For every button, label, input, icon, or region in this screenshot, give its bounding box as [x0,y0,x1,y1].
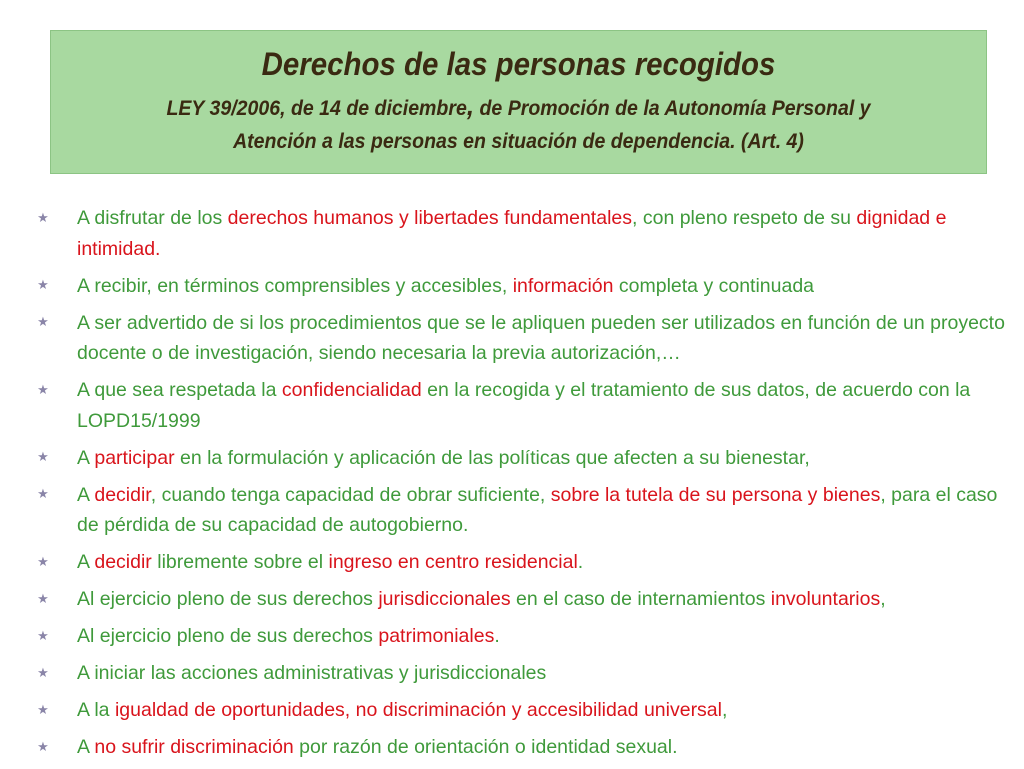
list-item [36,271,1011,302]
list-item [36,308,1011,369]
star-icon: ★ [37,590,49,606]
highlight-text: decidir [94,483,151,506]
highlight-text: no sufrir discriminación [94,736,294,758]
rights-list [36,203,1011,769]
highlight-text: jurisdiccionales [378,588,511,610]
law-reference-line2: Atención a las personas en situación de dependencia. (Art. 4) [233,130,804,153]
law-reference [84,89,954,158]
star-icon: ★ [37,449,49,465]
highlight-text: decidir [94,551,152,573]
list-item [36,480,1011,541]
list-item-text [77,447,810,469]
list-item [36,695,1011,726]
law-reference-part-a: LEY 39/2006, de 14 de diciembre [166,97,467,120]
body-text: , para el caso de pérdida de su capacidad de autogobierno. [77,483,998,536]
list-item-text [77,625,500,647]
law-reference-part-b: de Promoción de la Autonomía Personal y [474,97,871,120]
body-text: A recibir, en términos comprensibles y accesibles, [77,274,513,297]
highlight-text: información [512,274,614,297]
star-icon: ★ [37,664,49,680]
star-icon: ★ [37,381,49,397]
list-item-text [77,207,946,260]
body-text: , [722,699,728,721]
body-text: . [494,625,500,647]
star-icon: ★ [37,627,49,643]
body-text: por razón de orientación o identidad sexual. [293,736,678,758]
list-item-text [77,484,997,537]
body-text: A iniciar las acciones administrativas y jurisdiccionales [77,662,547,684]
body-text: A disfrutar de los [77,207,228,229]
list-item-text [77,379,970,432]
body-text: A [77,483,95,506]
body-text: completa y continuada [613,274,815,297]
highlight-text: ingreso en centro residencial [328,551,578,573]
list-item-text [77,699,727,721]
body-text: Al ejercicio pleno de sus derechos [77,625,379,647]
highlight-text: confidencialidad [281,379,422,401]
body-text: A [77,736,95,758]
highlight-text: igualdad de oportunidades, no discriminación y accesibilidad universal [114,699,722,721]
body-text: . [577,551,584,573]
list-item-text [77,312,1005,365]
list-item [36,375,1011,436]
body-text: A [77,446,95,469]
list-item [36,203,1011,264]
body-text: , [880,588,886,610]
body-text: en la formulación y aplicación de las políticas que afecten a su bienestar, [174,446,810,469]
body-text: libremente sobre el [151,551,329,573]
list-item [36,584,1011,615]
highlight-text: sobre la tutela de su persona y bienes [550,483,881,506]
body-text: en la recogida y el tratamiento de sus datos, de acuerdo con la LOPD15/1999 [77,379,971,432]
list-item [36,732,1011,763]
list-item [36,658,1011,689]
highlight-text: derechos humanos y libertades fundamentales [227,207,633,229]
star-icon: ★ [37,314,49,330]
highlight-text: patrimoniales [378,625,495,647]
law-reference-comma: , [466,90,475,121]
body-text: A ser advertido de si los procedimientos que se le apliquen pueden ser utilizados en función de un proyecto docente o de investigación, siendo necesaria la previa autorización,… [77,311,1005,364]
body-text: , cuando tenga capacidad de obrar suficiente, [150,483,551,506]
list-item-text [77,662,546,684]
list-item-text [77,551,583,573]
page-title: Derechos de las personas recogidos [261,46,776,82]
body-text: A [77,551,95,573]
star-icon: ★ [37,738,49,754]
highlight-text: involuntarios [770,588,881,610]
star-icon: ★ [37,277,49,293]
list-item [36,443,1011,474]
list-item-text [77,275,814,297]
star-icon: ★ [37,553,49,569]
body-text: A la [77,699,115,721]
body-text: A que sea respetada la [77,379,282,401]
body-text: , con pleno respeto de su [632,207,857,229]
body-text: Al ejercicio pleno de sus derechos [77,588,379,610]
star-icon: ★ [37,486,49,502]
list-item [36,547,1011,578]
highlight-text: dignidad e intimidad. [77,207,947,260]
list-item-text [77,736,678,758]
list-item [36,621,1011,652]
highlight-text: participar [94,446,175,469]
list-item-text [77,588,886,610]
body-text: en el caso de internamientos [510,588,771,610]
star-icon: ★ [37,701,49,717]
title-banner [50,30,987,174]
star-icon: ★ [37,209,49,225]
